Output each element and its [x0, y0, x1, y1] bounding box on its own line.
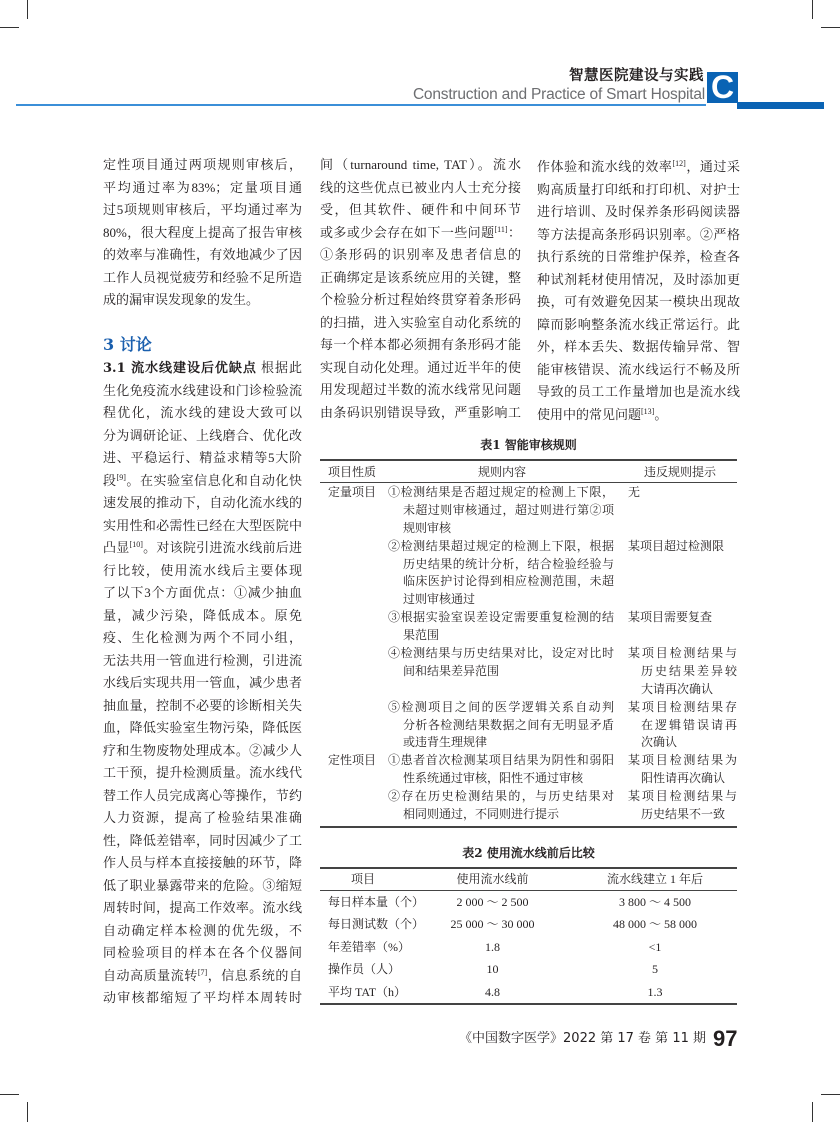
- rule-line: 性系统通过审核，阳性不通过审核: [403, 771, 584, 786]
- text-line: 用发现超过半数的流水线常见问题: [320, 382, 521, 397]
- text-line: 性，降低差错率，同时因减少了工: [103, 832, 302, 848]
- text-line: 定性项目通过两项规则审核后，: [103, 157, 302, 172]
- table-cell: 每日样本量（个）: [328, 895, 425, 909]
- text-line: 受，但其软件、硬件和中间环节: [320, 202, 521, 217]
- table2-body: [320, 869, 737, 1003]
- table1-body: [320, 484, 737, 824]
- crop-mark: [27, 1102, 28, 1122]
- text-line: 无法共用一管血进行检测，引进流: [103, 652, 302, 668]
- category-cell: [320, 538, 388, 610]
- hint-cell: [614, 699, 737, 753]
- category-label: [328, 788, 388, 806]
- table-cell: 平均 TAT（h）: [328, 984, 407, 999]
- table1-title: 表1 智能审核规则: [480, 438, 577, 452]
- text-line: 动审核都缩短了平均样本周转时: [103, 990, 302, 1005]
- text-line: 了以下3个方面优点：①减少抽血: [103, 585, 302, 600]
- rule-line: 未超过则审核通过，超过则进行第②项: [403, 502, 614, 517]
- section-heading: 3 讨论: [103, 335, 152, 354]
- text-line: 的扫描，进入实验室自动化系统的: [320, 314, 521, 330]
- text-line: 进、平稳运行、精益求精等5大阶: [103, 450, 302, 465]
- text-line: 替工作人员完成离心等操作，节约: [103, 787, 302, 803]
- text-run: 。在实验室信息化和自动化快: [125, 472, 302, 488]
- text-run: 段: [103, 472, 117, 488]
- category-label: [328, 538, 388, 556]
- body-column-1-top: [103, 154, 302, 312]
- header-cell: 流水线建立 1 年后: [606, 872, 703, 886]
- hint-cell: [614, 788, 737, 824]
- text-line: 人力资源，提高了检验结果准确: [103, 810, 302, 825]
- hint-line: 某项目检测结果与: [628, 789, 737, 804]
- crop-mark: [821, 1094, 840, 1095]
- text-line: 量，减少污染，降低成本。原免: [103, 607, 302, 623]
- category-label: [328, 609, 388, 627]
- table1-header: [320, 463, 737, 481]
- rule-line: 果范围: [403, 628, 440, 643]
- rule-cell: [388, 538, 614, 610]
- table-cell: 操作员（人）: [328, 962, 401, 977]
- table-cell: 4.8: [485, 984, 500, 999]
- rule-line: 历史结果的统计分析，结合检验经验与: [403, 556, 614, 571]
- text-run: 。: [654, 406, 668, 422]
- table1-header-cell: 规则内容: [478, 465, 527, 479]
- text-line: 疫、生化检测为两个不同小组，: [103, 630, 302, 645]
- hint-line: 大请再次确认: [641, 681, 714, 696]
- table2-title: 表2 使用流水线前后比较: [462, 846, 595, 860]
- text-run: ：: [507, 224, 521, 240]
- text-line: 每一个样本都必须拥有条形码才能: [320, 337, 521, 352]
- rule-line: ④检测结果与历史结果对比，设定对比时: [388, 646, 614, 661]
- text-line: 实用性和必需性已经在大型医院中: [103, 517, 302, 533]
- running-header-title-cn: 智慧医院建设与实践: [569, 68, 704, 84]
- table-row: [320, 891, 737, 913]
- hint-line: 次确认: [641, 735, 678, 750]
- category-cell: [320, 752, 388, 788]
- hint-line: 某项目检测结果为: [628, 753, 737, 768]
- hint-line: 无: [628, 485, 641, 499]
- running-header-title-en: Construction and Practice of Smart Hospital: [412, 86, 705, 103]
- category-cell: [320, 788, 388, 824]
- table-cell: 年差错率（%）: [328, 939, 410, 954]
- text-line: [103, 357, 302, 380]
- rule-line: ②检测结果超过规定的检测上下限，根据: [388, 538, 614, 553]
- table-row: [320, 752, 737, 788]
- table-row: [320, 788, 737, 824]
- text-line: 作人员与样本直接接触的环节，降: [103, 855, 302, 870]
- text-line: 速发展的推动下，自动化流水线的: [103, 495, 302, 510]
- table-row: [320, 538, 737, 610]
- category-label: 定性项目: [328, 753, 377, 768]
- citation-ref: [11]: [494, 224, 508, 234]
- text-line: 自动确定样本检测的优先级，不: [103, 922, 302, 938]
- table-cell: 2 000 ～ 2 500: [456, 895, 529, 909]
- crop-mark: [27, 0, 28, 19]
- text-line: 行比较，使用流水线后主要体现: [103, 562, 302, 578]
- text-line: [103, 470, 302, 493]
- text-line: [537, 404, 740, 427]
- table-row: [320, 484, 737, 538]
- hint-line: 历史结果差异较: [641, 663, 737, 678]
- text-line: 80%，很大程度上提高了报告审核: [103, 224, 302, 240]
- hint-cell: [614, 752, 737, 788]
- citation-ref: [13]: [641, 406, 655, 416]
- body-column-3: [537, 156, 740, 426]
- page-number: 97: [713, 1026, 738, 1051]
- crop-mark: [821, 27, 840, 28]
- table-cell: <1: [648, 939, 662, 954]
- table-row: [320, 913, 737, 935]
- text-line: 生化免疫流水线建设和门诊检验流: [103, 382, 302, 398]
- table-cell: 每日测试数（个）: [328, 917, 425, 932]
- text-line: 水线后实现共用一管血，减少患者: [103, 675, 302, 690]
- category-cell: [320, 609, 388, 645]
- rule-line: 分析各检测结果数据之间有无明显矛盾: [403, 717, 614, 732]
- text-line: 购高质量打印纸和打印机、对护士: [537, 181, 740, 197]
- text-line: 导致的员工工作量增加也是流水线: [537, 384, 740, 399]
- category-label: 定量项目: [328, 485, 377, 499]
- hint-line: 某项目检测结果存: [628, 699, 737, 714]
- text-line: ①条形码的识别率及患者信息的: [320, 247, 521, 262]
- body-column-1-bottom: [103, 357, 302, 1010]
- rule-line: 临床医护讨论得到相应检测范围，未超: [403, 574, 614, 589]
- text-line: [103, 965, 302, 988]
- citation-ref: [7]: [197, 967, 208, 977]
- table-cell: 25 000 ～ 30 000: [450, 917, 535, 932]
- header-cell: 项目: [350, 872, 375, 886]
- text-line: 正确绑定是该系统应用的关键，整: [320, 269, 521, 285]
- hint-cell: [614, 645, 737, 699]
- table2-bottom-rule: [320, 1003, 737, 1005]
- text-run: 使用中的常见问题: [537, 406, 642, 422]
- text-line: 能审核错误、流水线运行不畅及所: [537, 361, 740, 377]
- category-label: [328, 645, 388, 663]
- text-line: 的效率与准确性，有效地减少了因: [103, 247, 302, 262]
- table1-bottom-rule: [320, 826, 737, 828]
- text-line: [320, 222, 521, 245]
- text-line: 障而影响整条流水线正常运行。此: [537, 316, 740, 332]
- text-line: 进行培训、及时保养条形码阅读器: [537, 204, 740, 219]
- header-cell: 使用流水线前: [456, 872, 529, 886]
- rule-line: ②存在历史检测结果的，与历史结果对: [388, 789, 614, 804]
- text-line: 成的漏审误发现象的发生。: [103, 292, 260, 307]
- text-line: 程优化，流水线的建设大致可以: [103, 405, 302, 420]
- text-line: 疗和生物废物处理成本。②减少人: [103, 742, 302, 758]
- table-cell: 3 800 ～ 4 500: [618, 895, 691, 909]
- header-rule: [16, 104, 706, 106]
- rule-cell: [388, 788, 614, 824]
- rule-line: 间和结果差异范围: [403, 663, 500, 678]
- category-cell: [320, 699, 388, 753]
- hint-line: 某项目需要复查: [628, 610, 713, 625]
- category-label: [328, 699, 388, 717]
- text-run: 凸显: [103, 540, 130, 555]
- hint-line: 阳性请再次确认: [641, 771, 726, 786]
- column-logo: C: [707, 72, 738, 103]
- text-line: 工干预，提升检测质量。流水线代: [103, 765, 302, 780]
- text-line: 周转时间，提高工作效率。流水线: [103, 900, 302, 915]
- text-line: 实现自动化处理。通过近半年的使: [320, 359, 521, 375]
- text-run: 根据此: [261, 360, 302, 375]
- table-row: [320, 609, 737, 645]
- text-run: 自动高质量流转: [103, 967, 198, 983]
- table1-top-rule: [320, 459, 737, 461]
- table-row: [320, 958, 737, 980]
- text-line: 血，降低实验室生物污染，降低医: [103, 720, 302, 735]
- rule-line: ①检测结果是否超过规定的检测上下限，: [388, 485, 614, 499]
- text-line: 线的这些优点已被业内人士充分接: [320, 179, 521, 195]
- crop-mark: [0, 27, 19, 28]
- rule-cell: [388, 484, 614, 538]
- table-row: [320, 699, 737, 753]
- table-row: [320, 981, 737, 1003]
- rule-cell: [388, 699, 614, 753]
- text-line: 分为调研论证、上线磨合、优化改: [103, 427, 302, 443]
- hint-line: 某项目检测结果与: [628, 646, 737, 661]
- category-cell: [320, 484, 388, 538]
- rule-line: 规则审核: [403, 520, 452, 535]
- text-line: [537, 156, 740, 179]
- text-run: ，通过采: [685, 159, 740, 174]
- header-accent-bar: [737, 102, 824, 109]
- table-cell: 1.8: [485, 939, 500, 954]
- subsection-heading: 3.1 流水线建设后优缺点: [103, 361, 257, 376]
- text-line: 执行系统的日常维护保养，检查各: [537, 249, 740, 264]
- hint-line: 在逻辑错误请再: [641, 717, 737, 732]
- body-column-2: [320, 154, 521, 424]
- text-line: 工作人员视觉疲劳和经验不足所造: [103, 269, 302, 285]
- rule-cell: [388, 752, 614, 788]
- rule-line: 过则审核通过: [403, 592, 476, 607]
- rule-line: 相同则通过，不同则进行提示: [403, 807, 560, 822]
- table1-header-rule: [320, 482, 737, 483]
- crop-mark: [812, 1102, 813, 1122]
- table-header-row: [320, 869, 737, 890]
- hint-cell: [614, 609, 737, 645]
- table-cell: 48 000 ～ 58 000: [612, 917, 697, 932]
- table-cell: 10: [486, 962, 499, 977]
- citation-ref: [9]: [116, 472, 126, 482]
- text-line: 种试剂耗材使用情况，及时添加更: [537, 271, 740, 287]
- hint-line: 某项目超过检测限: [628, 538, 725, 553]
- table1-header-cell: 项目性质: [328, 465, 377, 479]
- rule-cell: [388, 609, 614, 645]
- text-line: 换，可有效避免因某一模块出现故: [537, 294, 740, 309]
- text-run: 作体验和流水线的效率: [537, 159, 673, 174]
- text-line: 平均通过率为83%；定量项目通: [103, 179, 302, 195]
- text-line: 低了职业暴露带来的危险。③缩短: [103, 877, 302, 893]
- text-line: 过5项规则审核后，平均通过率为: [103, 202, 302, 217]
- hint-line: 历史结果不一致: [641, 807, 726, 822]
- text-line: 等方法提高条形码识别率。②严格: [537, 226, 740, 242]
- rule-line: ③根据实验室误差设定需要重复检测的结: [388, 610, 614, 625]
- table-row: [320, 645, 737, 699]
- text-line: 间（turnaround time, TAT）。流水: [320, 157, 521, 172]
- category-cell: [320, 645, 388, 699]
- journal-citation: 《中国数字医学》2022 第 17 卷 第 11 期: [459, 1031, 706, 1046]
- text-run: 或多或少会存在如下一些问题: [320, 224, 495, 240]
- text-run: 。对该院引进流水线前后进: [142, 540, 302, 555]
- text-line: 个检验分析过程始终贯穿着条形码: [320, 292, 521, 307]
- hint-cell: [614, 484, 737, 538]
- table-row: [320, 936, 737, 958]
- table-cell: 1.3: [647, 984, 663, 999]
- crop-mark: [0, 1094, 19, 1095]
- text-line: 由条码识别错误导致，严重影响工: [320, 404, 521, 420]
- hint-cell: [614, 538, 737, 610]
- crop-mark: [812, 0, 813, 19]
- text-line: 抽血量，控制不必要的诊断相关失: [103, 697, 302, 713]
- rule-cell: [388, 645, 614, 699]
- text-line: [103, 537, 302, 560]
- citation-ref: [12]: [672, 159, 686, 168]
- rule-line: 或违背生理规律: [403, 735, 488, 750]
- table1-header-cell: 违反规则提示: [644, 465, 717, 479]
- rule-line: ①患者首次检测某项目结果为阴性和弱阳: [388, 753, 614, 768]
- text-line: 同检验项目的样本在各个仪器间: [103, 945, 302, 960]
- text-line: 外，样本丢失、数据传输异常、智: [537, 339, 740, 354]
- rule-line: ⑤检测项目之间的医学逻辑关系自动判: [388, 699, 614, 714]
- table-cell: 5: [652, 962, 658, 977]
- text-run: ，信息系统的自: [207, 967, 302, 983]
- citation-ref: [10]: [129, 540, 143, 549]
